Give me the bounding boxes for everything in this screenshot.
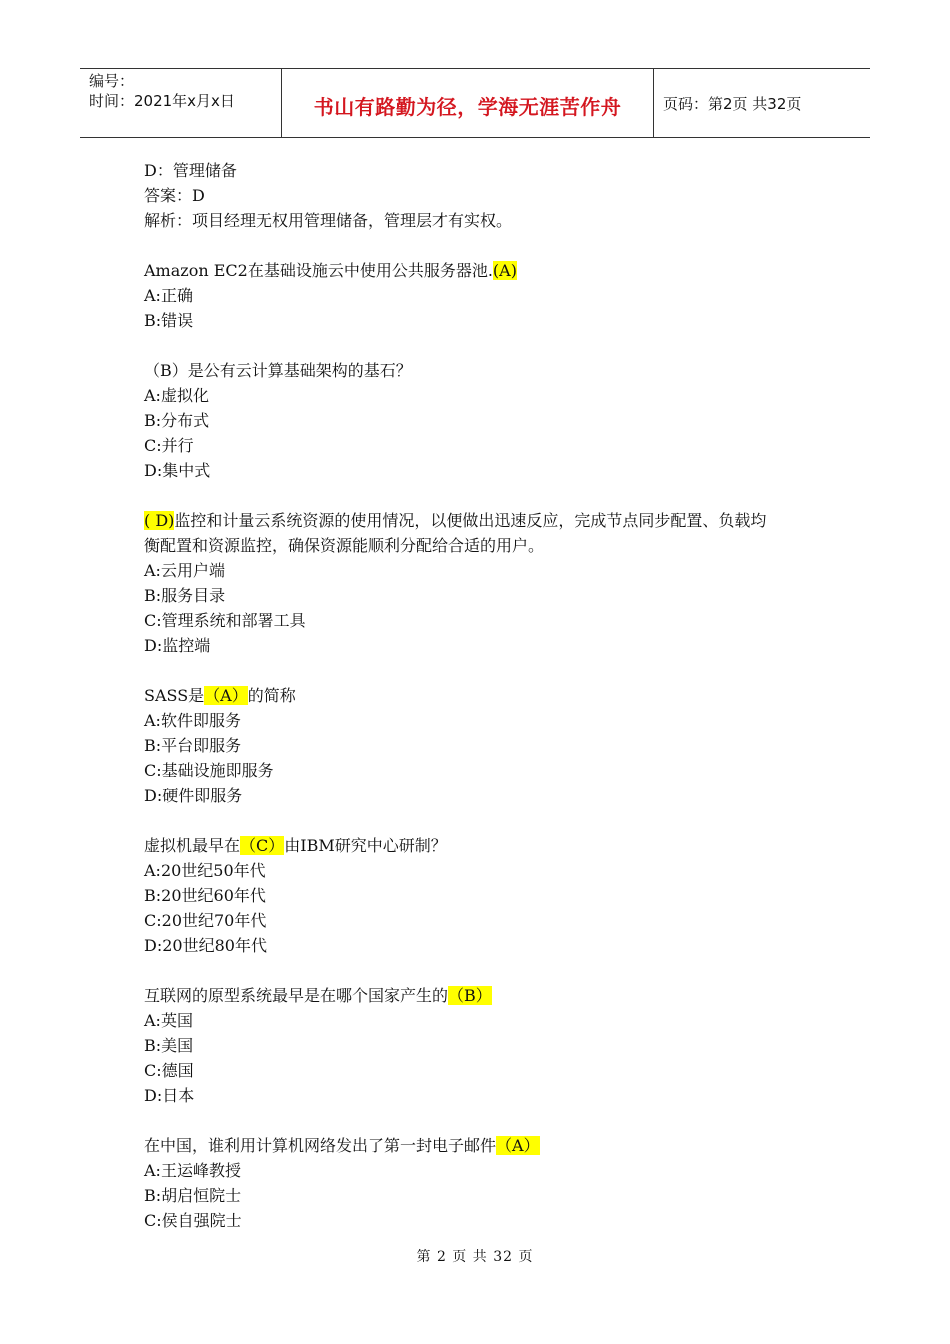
header-motto-cell [281,69,654,137]
document-body [144,158,824,1233]
option-line: D:硬件即服务 [144,786,243,805]
option-line: B:服务目录 [144,586,226,605]
option-line: C:侯自强院士 [144,1211,242,1230]
answer-highlight: (A) [492,261,517,280]
option-line: A:云用户端 [144,561,225,580]
option-line: D:20世纪80年代 [144,936,267,955]
question-text: 的简称 [247,686,296,705]
option-line: C:并行 [144,436,194,455]
question-text: SASS是 [144,686,205,705]
option-line: B:20世纪60年代 [144,886,266,905]
question-3-continued: 衡配置和资源监控，确保资源能顺利分配给合适的用户。 [144,536,545,555]
option-line: A:虚拟化 [144,386,209,405]
explanation-line: 解析：项目经理无权用管理储备，管理层才有实权。 [144,211,513,230]
question-7 [144,1133,824,1158]
option-line: C:基础设施即服务 [144,761,274,780]
page-footer: 第 2 页 共 32 页 [416,1249,534,1265]
option-line: B:错误 [144,311,194,330]
time-label: 时间：2021年x月x日 [89,92,235,110]
option-line: A:20世纪50年代 [144,861,266,880]
question-text: 在中国，谁利用计算机网络发出了第一封电子邮件 [144,1136,497,1155]
answer-highlight: （B） [448,986,492,1005]
answer-highlight: （A） [496,1136,540,1155]
option-line: A:王运峰教授 [144,1161,241,1180]
option-line: B:分布式 [144,411,210,430]
motto-text: 书山有路勤为径，学海无涯苦作舟 [313,94,622,119]
header-left-cell [80,69,281,137]
question-4 [144,683,824,708]
answer-highlight: （C） [240,836,285,855]
number-label: 编号： [89,72,135,90]
question-text: Amazon EC2在基础设施云中使用公共服务器池. [144,261,493,280]
page-header [80,68,870,138]
option-line: D:监控端 [144,636,211,655]
option-line: B:美国 [144,1036,194,1055]
option-line: A:英国 [144,1011,193,1030]
option-line: C:德国 [144,1061,194,1080]
question-text: 虚拟机最早在 [144,836,241,855]
answer-highlight: ( D) [144,511,175,530]
answer-highlight: （A） [204,686,248,705]
question-6 [144,983,824,1008]
page-info: 页码：第2页 共32页 [663,94,802,113]
question-5 [144,833,824,858]
option-line: B:胡启恒院士 [144,1186,242,1205]
option-line: C:20世纪70年代 [144,911,267,930]
question-text: 互联网的原型系统最早是在哪个国家产生的 [144,986,449,1005]
question-1 [144,258,824,283]
option-line: D：管理储备 [144,161,237,180]
option-line: A:软件即服务 [144,711,241,730]
option-line: D:集中式 [144,461,211,480]
option-line: B:平台即服务 [144,736,242,755]
question-2: （B）是公有云计算基础架构的基石？ [144,361,412,380]
question-3 [144,508,824,533]
option-line: C:管理系统和部署工具 [144,611,306,630]
question-text: 监控和计量云系统资源的使用情况，以便做出迅速反应，完成节点同步配置、负载均 [174,511,767,530]
option-line: D:日本 [144,1086,195,1105]
answer-line: 答案：D [144,186,205,205]
header-page-cell [654,69,870,137]
question-text: 由IBM研究中心研制？ [284,836,447,855]
option-line: A:正确 [144,286,193,305]
